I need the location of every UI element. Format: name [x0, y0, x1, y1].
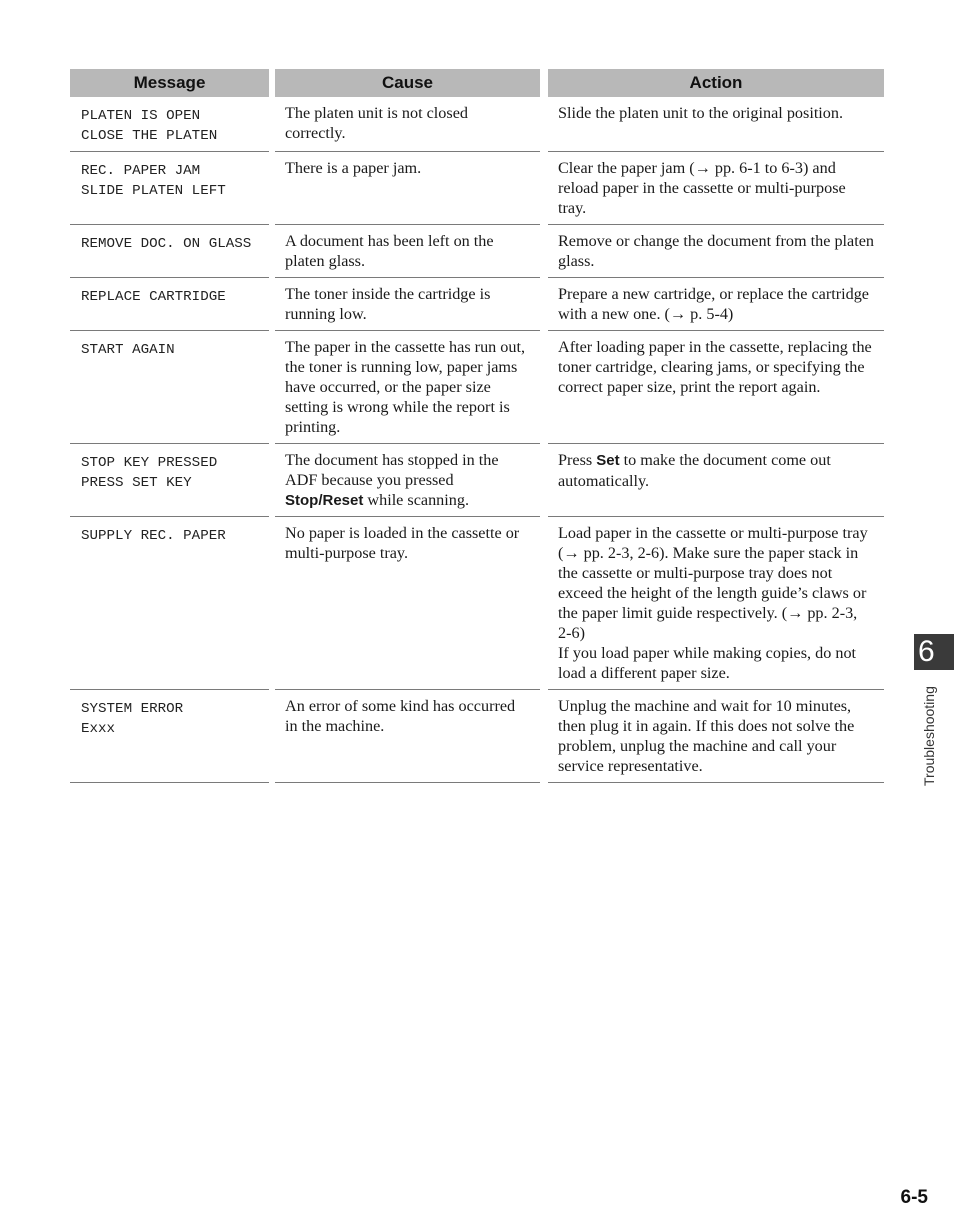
message-cell: REPLACE CARTRIDGE — [70, 278, 269, 331]
header-cause: Cause — [275, 69, 540, 97]
action-cell: Slide the platen unit to the original position. — [548, 97, 884, 152]
cause-cell: The paper in the cassette has run out, the toner is running low, paper jams have occurred, or the paper size setting is wrong while the report is printing. — [275, 331, 540, 444]
troubleshooting-table — [70, 69, 884, 783]
header-message: Message — [70, 69, 269, 97]
cause-cell — [275, 444, 540, 517]
message-cell: PLATEN IS OPEN CLOSE THE PLATEN — [70, 97, 269, 152]
cause-cell: No paper is loaded in the cassette or multi-purpose tray. — [275, 517, 540, 690]
action-cell: Load paper in the cassette or multi-purpose tray (→ pp. 2-3, 2-6). Make sure the paper stack in the cassette or multi-purpose tray does not exceed the height of the length guide’s claws or the paper limit guide respectively. (→ pp. 2-3, 2-6) If you load paper while making copies, do not load a different paper size. — [548, 517, 884, 690]
cause-cell: The toner inside the cartridge is running low. — [275, 278, 540, 331]
message-cell: SYSTEM ERROR Exxx — [70, 690, 269, 783]
action-text: to make the document come out automatically. — [558, 451, 831, 490]
cause-cell: An error of some kind has occurred in the machine. — [275, 690, 540, 783]
page-number: 6-5 — [900, 1187, 928, 1208]
action-cell: Unplug the machine and wait for 10 minutes, then plug it in again. If this does not solve the problem, unplug the machine and call your service representative. — [548, 690, 884, 783]
action-cell — [548, 444, 884, 517]
table-row — [70, 97, 884, 152]
message-cell: STOP KEY PRESSED PRESS SET KEY — [70, 444, 269, 517]
message-cell: REMOVE DOC. ON GLASS — [70, 225, 269, 278]
cause-cell: There is a paper jam. — [275, 152, 540, 225]
table-row — [70, 517, 884, 690]
chapter-label: Troubleshooting — [921, 686, 937, 786]
stop-reset-key-label: Stop/Reset — [285, 492, 364, 509]
set-key-label: Set — [596, 452, 620, 469]
table-row — [70, 278, 884, 331]
table-header — [70, 69, 884, 97]
action-cell: After loading paper in the cassette, replacing the toner cartridge, clearing jams, or specifying the correct paper size, print the report again. — [548, 331, 884, 444]
cause-text: while scanning. — [363, 491, 470, 509]
table-row — [70, 444, 884, 517]
message-cell: START AGAIN — [70, 331, 269, 444]
cause-text: The document has stopped in the ADF because you pressed — [285, 451, 499, 489]
header-action: Action — [548, 69, 884, 97]
action-cell: Clear the paper jam (→ pp. 6-1 to 6-3) and reload paper in the cassette or multi-purpose tray. — [548, 152, 884, 225]
table-row — [70, 152, 884, 225]
message-cell: SUPPLY REC. PAPER — [70, 517, 269, 690]
table-row — [70, 331, 884, 444]
action-cell: Prepare a new cartridge, or replace the cartridge with a new one. (→ p. 5-4) — [548, 278, 884, 331]
cause-cell: A document has been left on the platen glass. — [275, 225, 540, 278]
table-row — [70, 690, 884, 783]
action-cell: Remove or change the document from the platen glass. — [548, 225, 884, 278]
chapter-tab: 6 — [914, 634, 954, 670]
action-text: Press — [558, 451, 597, 469]
message-cell: REC. PAPER JAM SLIDE PLATEN LEFT — [70, 152, 269, 225]
table-row — [70, 225, 884, 278]
cause-cell: The platen unit is not closed correctly. — [275, 97, 540, 152]
